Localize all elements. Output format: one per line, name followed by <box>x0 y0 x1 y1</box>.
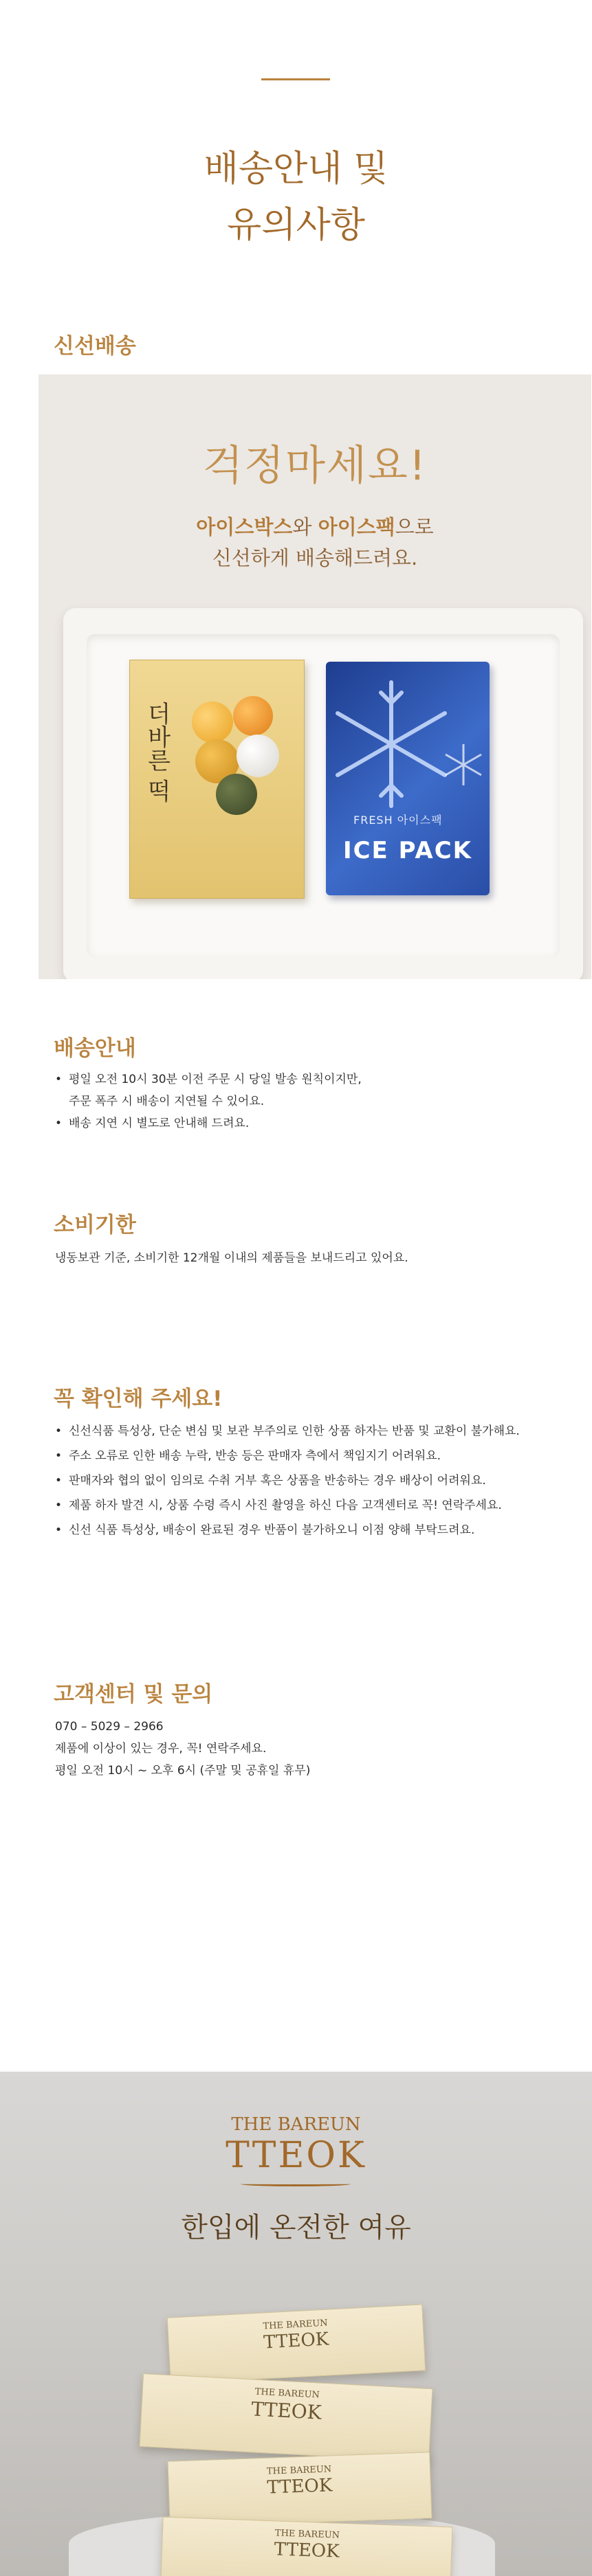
fresh-subline-1 <box>39 512 591 540</box>
notice-heading: 꼭 확인해 주세요! <box>54 1387 223 1411</box>
list-item: • 신선 식품 특성상, 배송이 완료된 경우 반품이 불가하오니 이점 양해 부탁드려요. <box>55 1518 520 1543</box>
fresh-headline: 걱정마세요! <box>203 442 427 490</box>
top-divider <box>261 78 330 80</box>
gift-box-brand-small: THE BAREUN <box>274 2528 340 2541</box>
contact-info <box>55 1716 310 1782</box>
contact-hours: 평일 오전 10시 ~ 오후 6시 (주말 및 공휴일 휴무) <box>55 1764 311 1778</box>
page-title-line1: 배송안내 및 <box>204 148 388 190</box>
contact-note: 제품에 이상이 있는 경우, 꼭! 연락주세요. <box>55 1742 267 1756</box>
gift-box-brand: TTEOK <box>266 2475 333 2498</box>
sub-end: 으로 <box>395 515 434 539</box>
list-item: • 신선식품 특성상, 단순 변심 및 보관 부주의로 인한 상품 하자는 반품 및 교환이 불가해요. <box>55 1419 520 1444</box>
expiry-text: 냉동보관 기준, 소비기한 12개월 이내의 제품들을 보내드리고 있어요. <box>55 1251 408 1265</box>
page-title <box>0 141 592 254</box>
contact-heading: 고객센터 및 문의 <box>54 1682 213 1707</box>
icebox-word: 아이스박스 <box>196 515 293 539</box>
rice-cake-ball <box>237 735 279 777</box>
rice-cake-ball <box>216 774 257 815</box>
notice-list <box>55 1419 520 1543</box>
logo-swoosh <box>241 2182 351 2186</box>
gift-box-brand: TTEOK <box>250 2397 322 2424</box>
rice-cake-ball <box>233 696 273 736</box>
shipping-info <box>55 1068 362 1134</box>
ice-pack-image <box>326 662 490 895</box>
gift-box <box>161 2517 453 2576</box>
sub-mid: 와 <box>292 515 318 539</box>
list-item-continuation: 주문 폭주 시 배송이 지연될 수 있어요. <box>69 1095 265 1108</box>
list-item: • 주소 오류로 인한 배송 누락, 반송 등은 판매자 측에서 책임지기 어려워요. <box>55 1444 520 1468</box>
fresh-delivery-heading: 신선배송 <box>54 334 136 359</box>
ice-pack-brand: FRESH 아이스팩 <box>353 814 443 827</box>
page-title-line2: 유의사항 <box>227 205 365 246</box>
list-item: • 평일 오전 10시 30분 이전 주문 시 당일 발송 원칙이지만, 주문 폭주 시 배송이 지연될 수 있어요. <box>55 1068 362 1112</box>
list-item: • 제품 하자 발견 시, 상품 수령 즉시 사진 촬영을 하신 다음 고객센터로 꼭! 연락주세요. <box>55 1493 520 1518</box>
rice-cake-ball <box>192 702 233 743</box>
fresh-subline-2: 신선하게 배송해드려요. <box>212 546 418 570</box>
fresh-delivery-panel <box>39 374 591 979</box>
list-item: • 판매자와 협의 없이 임의로 수취 거부 혹은 상품을 반송하는 경우 배상이 어려워요. <box>55 1468 520 1493</box>
shipping-heading: 배송안내 <box>54 1036 136 1061</box>
product-label: 더바른 떡 <box>143 702 171 803</box>
brand-banner <box>0 2072 592 2576</box>
contact-phone: 070 – 5029 – 2966 <box>55 1720 164 1734</box>
gift-box-brand-small: THE BAREUN <box>254 2386 320 2401</box>
gift-box <box>167 2452 432 2527</box>
brand-logo: TTEOK <box>226 2135 366 2176</box>
rice-cake-product-box <box>129 660 305 899</box>
gift-box-brand: TTEOK <box>274 2539 340 2562</box>
expiry-heading: 소비기한 <box>54 1213 136 1237</box>
gift-box-brand-small: THE BAREUN <box>263 2318 328 2332</box>
brand-tagline: 한입에 온전한 여유 <box>181 2212 411 2243</box>
gift-box-brand: TTEOK <box>263 2329 329 2353</box>
icepack-word: 아이스팩 <box>318 515 395 539</box>
gift-box <box>167 2304 426 2384</box>
gift-box <box>139 2373 432 2462</box>
list-item: • 배송 지연 시 별도로 안내해 드려요. <box>55 1112 362 1134</box>
gift-box-brand-small: THE BAREUN <box>266 2464 332 2477</box>
ice-pack-label: ICE PACK <box>342 837 473 864</box>
brand-logo-small: THE BAREUN <box>231 2114 361 2135</box>
